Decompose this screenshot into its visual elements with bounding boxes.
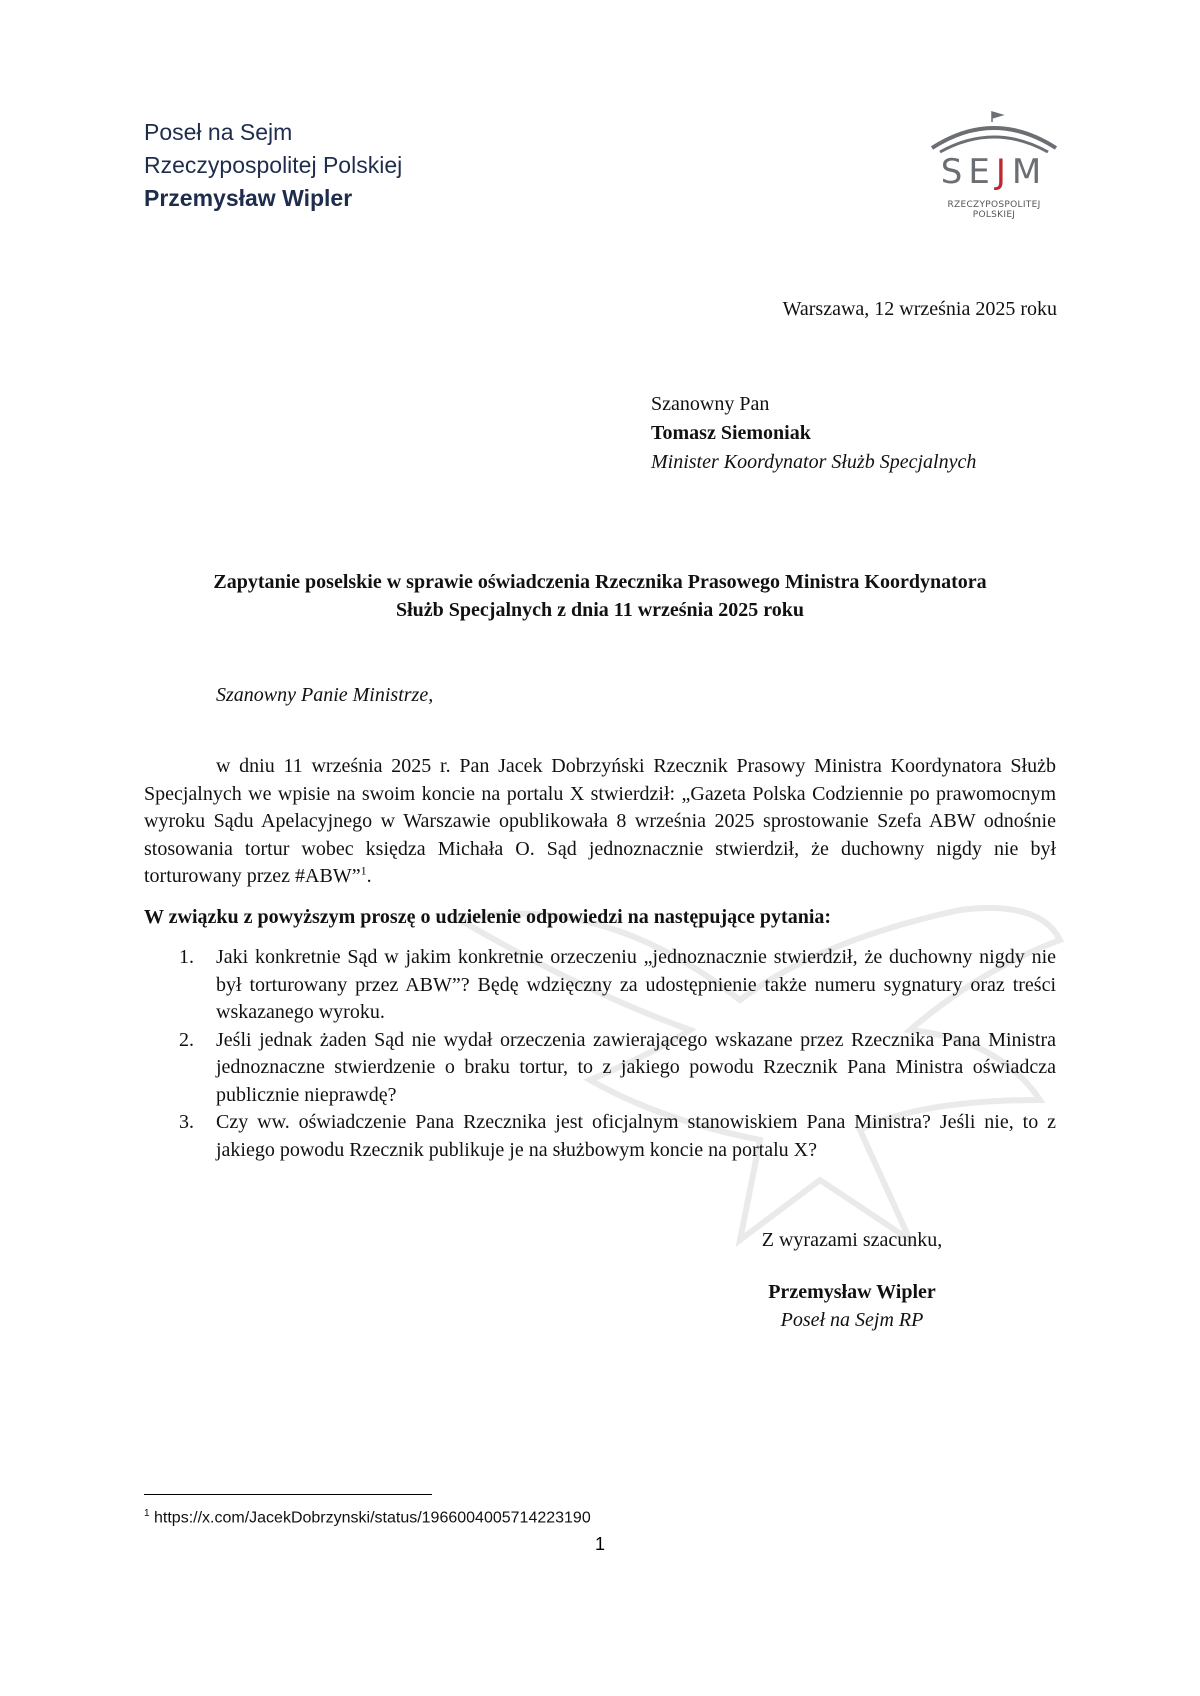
page-number: 1 [594, 1534, 605, 1554]
closing-block [652, 1226, 1052, 1334]
footnote-number: 1 [144, 1508, 150, 1519]
sender-line-2: Rzeczypospolitej Polskiej [144, 152, 403, 178]
list-item [144, 944, 1056, 1027]
footnote-reference[interactable]: 1 [360, 863, 367, 878]
addressee-name: Tomasz Siemoniak [651, 422, 811, 444]
footnote-link[interactable]: https://x.com/JacekDobrzynski/status/1966004005714223190 [149, 1509, 591, 1527]
list-item-number: 3. [179, 1111, 194, 1133]
sender-block [144, 116, 402, 215]
signature-role: Poseł na Sejm RP [780, 1309, 924, 1331]
signature-name: Przemysław Wipler [768, 1281, 936, 1303]
body-paragraph-end: . [366, 865, 372, 887]
body-paragraph [144, 753, 1056, 891]
list-item [144, 1109, 1056, 1164]
questions-heading: W związku z powyższym proszę o udzielenie odpowiedzi na następujące pytania: [144, 906, 832, 928]
sender-line-1: Poseł na Sejm [144, 119, 293, 145]
footnote-divider [144, 1494, 432, 1495]
letter-subject [144, 568, 1056, 624]
subject-line-2: Służb Specjalnych z dnia 11 września 2025 roku [395, 599, 805, 621]
closing-phrase: Z wyrazami szacunku, [761, 1229, 943, 1251]
body-paragraph-text: w dniu 11 września 2025 r. Pan Jacek Dobrzyński Rzecznik Prasowy Ministra Koordynatora Służb Specjalnych we wpisie na swoim koncie na portalu X stwierdził: „Gazeta Polska Codziennie po prawomocnym wyroku Sądu Apelacyjnego w Warszawie opublikowała 8 września 2025 sprostowanie Szefa ABW odnośnie stosowania tortur wobec księdza Michała O. Sąd jednoznacznie stwierdził, że duchowny nigdy nie był torturowany przez #ABW” [144, 755, 1056, 887]
salutation: Szanowny Panie Ministrze, [216, 684, 434, 706]
addressee-block [651, 390, 976, 477]
logo-letters-left: SE [940, 152, 996, 192]
list-item-text: Jeśli jednak żaden Sąd nie wydał orzeczenia zawierającego wskazane przez Rzecznika Pana Ministra jednoznaczne stwierdzenie o braku tortur, to z jakiego powodu Rzecznik Pana Ministra oświadcza publicznie nieprawdę? [216, 1028, 1056, 1106]
sender-name: Przemysław Wipler [144, 185, 353, 211]
addressee-title: Minister Koordynator Służb Specjalnych [651, 451, 977, 473]
logo-letter-right: M [1011, 152, 1048, 192]
letter-date: Warszawa, 12 września 2025 roku [782, 298, 1057, 320]
list-item-number: 1. [179, 946, 194, 968]
list-item-text: Czy ww. oświadczenie Pana Rzecznika jest oficjalnym stanowiskiem Pana Ministra? Jeśli nie, to z jakiego powodu Rzecznik publikuje je na służbowym koncie na portalu X? [216, 1111, 1056, 1161]
list-item [144, 1027, 1056, 1110]
sejm-logo [926, 108, 1062, 220]
questions-list [144, 944, 1056, 1164]
subject-line-1: Zapytanie poselskie w sprawie oświadczenia Rzecznika Prasowego Ministra Koordynatora [213, 571, 987, 593]
list-item-text: Jaki konkretnie Sąd w jakim konkretnie orzeczeniu „jednoznacznie stwierdził, że duchowny nigdy nie był torturowany przez ABW”? Będę wdzięczny za udostępnienie także numeru sygnatury oraz treści wskazanego wyroku. [216, 946, 1056, 1023]
sejm-dome-icon [926, 108, 1062, 154]
footnote [144, 1508, 591, 1527]
logo-wordmark [926, 152, 1062, 192]
list-item-number: 2. [179, 1028, 194, 1051]
logo-subtitle: RZECZYPOSPOLITEJ POLSKIEJ [947, 200, 1041, 220]
logo-letter-red: J [995, 152, 1012, 192]
addressee-greeting: Szanowny Pan [651, 393, 770, 415]
